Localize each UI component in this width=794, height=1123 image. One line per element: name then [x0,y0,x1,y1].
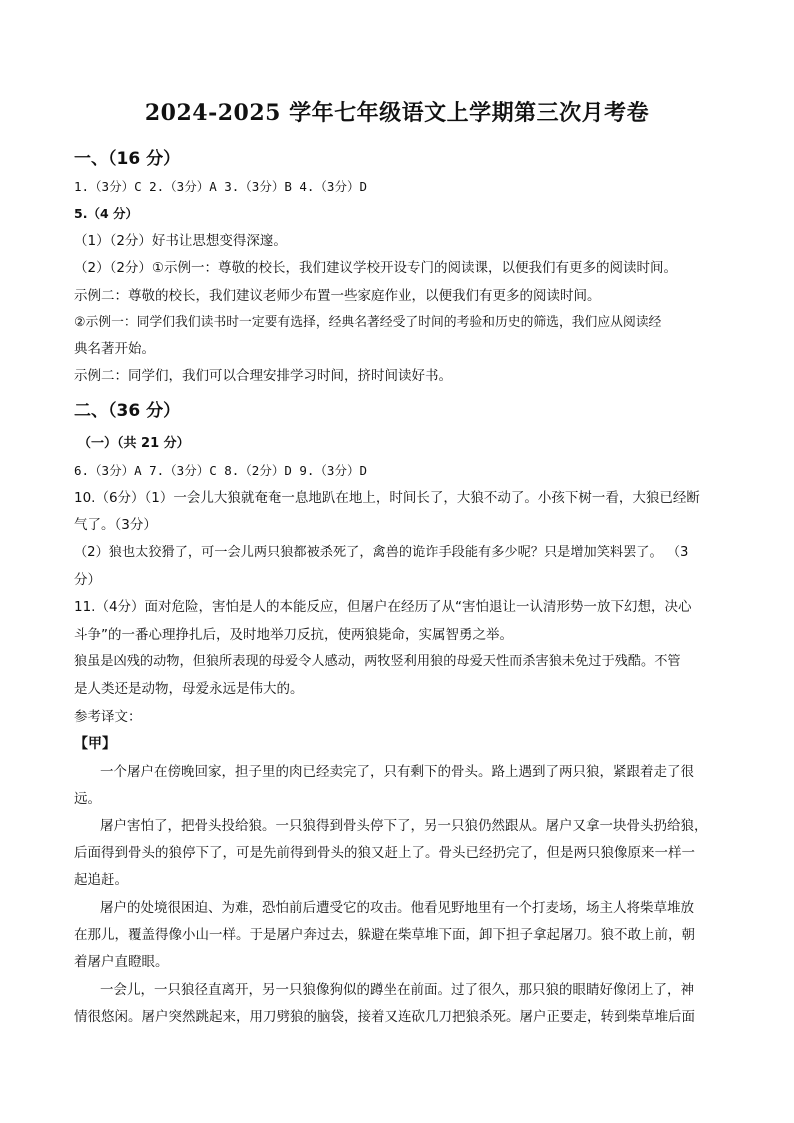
translation-label: 参考译文： [74,709,142,725]
answer-5-2-example-1: （2）（2分）①示例一：尊敬的校长，我们建议学校开设专门的阅读课，以便我们有更多的阅读时间。 [74,260,678,276]
translation-para-2-cont: 后面得到骨头的狼停下了，可是先前得到骨头的狼又赶上了。骨头已经扔完了，但是两只狼像原来一样一 [74,845,695,861]
translation-para-1: 一个屠户在傍晚回家，担子里的肉已经卖完了，只有剩下的骨头。路上遇到了两只狼，紧跟着走了很 [100,764,694,780]
section-heading-1: 一、（16 分） [74,149,181,169]
subsection-heading-1: （一）（共 21 分） [78,436,190,451]
translation-para-4: 一会儿，一只狼径直离开，另一只狼像狗似的蹲坐在前面。过了很久，那只狼的眼睛好像闭上了，神 [100,982,694,998]
answer-10-2: （2）狼也太狡猾了，可一会儿两只狼都被杀死了，禽兽的诡诈手段能有多少呢？只是增加笑料罢了。 （3 [74,545,689,560]
answer-5-2-part2-example-1: ②示例一：同学们我们读书时一定要有选择，经典名著经受了时间的考验和历史的筛选，我们应从阅读经 [74,315,662,330]
answer-10-2-cont: 分） [74,572,101,588]
answer-5-1: （1）（2分）好书让思想变得深邃。 [74,233,287,249]
answer-11-cont: 斗争”的一番心理挣扎后，及时地举刀反抗，使两狼毙命，实属智勇之举。 [74,627,513,643]
translation-para-3: 屠户的处境很困迫、为难，恐怕前后遭受它的攻击。他看见野地里有一个打麦场，场主人将柴草堆放 [100,900,694,916]
translation-part-jia: 【甲】 [74,736,116,752]
translation-para-3-end: 着屠户直瞪眼。 [74,954,169,970]
answer-line-1-4: 1.（3分）C 2.（3分）A 3.（3分）B 4.（3分）D [74,179,367,194]
translation-para-2: 屠户害怕了，把骨头投给狼。一只狼得到骨头停下了，另一只狼仍然跟从。屠户又拿一块骨头扔给狼， [100,818,708,834]
answer-11-part2-cont: 是人类还是动物，母爱永远是伟大的。 [74,681,304,697]
answer-5-2-part2-example-2: 示例二：同学们，我们可以合理安排学习时间，挤时间读好书。 [74,368,452,384]
translation-para-4-cont: 情很悠闲。屠户突然跳起来，用刀劈狼的脑袋，接着又连砍几刀把狼杀死。屠户正要走，转到柴草堆后面 [74,1009,695,1025]
answer-10-1-cont: 气了。（3分） [74,517,157,533]
page-title: 2024-2025 学年七年级语文上学期第三次月考卷 [144,100,650,126]
translation-para-1-cont: 远。 [74,791,101,807]
section-heading-2: 二、（36 分） [74,401,181,421]
answer-10-1: 10.（6分）（1）一会儿大狼就奄奄一息地趴在地上，时间长了，大狼不动了。小孩下树一看，大狼已经断 [74,490,700,506]
translation-para-2-end: 起追赶。 [74,872,128,888]
answer-11: 11.（4分）面对危险，害怕是人的本能反应，但屠户在经历了从“害怕退让一认清形势一放下幻想，决心 [74,599,692,615]
answer-5-2-part2-example-1-cont: 典名著开始。 [74,341,155,357]
translation-para-3-cont: 在那儿，覆盖得像小山一样。于是屠户奔过去，躲避在柴草堆下面，卸下担子拿起屠刀。狼不敢上前，朝 [74,927,695,943]
answer-line-6-9: 6.（3分）A 7.（3分）C 8.（2分）D 9.（3分）D [74,463,367,478]
question-5-heading: 5.（4 分） [74,206,138,221]
answer-5-2-example-2: 示例二：尊敬的校长，我们建议老师少布置一些家庭作业，以便我们有更多的阅读时间。 [74,288,601,304]
answer-11-part2: 狼虽是凶残的动物，但狼所表现的母爱令人感动，两牧竖利用狼的母爱天性而杀害狼未免过于残酷。不管 [74,654,681,669]
